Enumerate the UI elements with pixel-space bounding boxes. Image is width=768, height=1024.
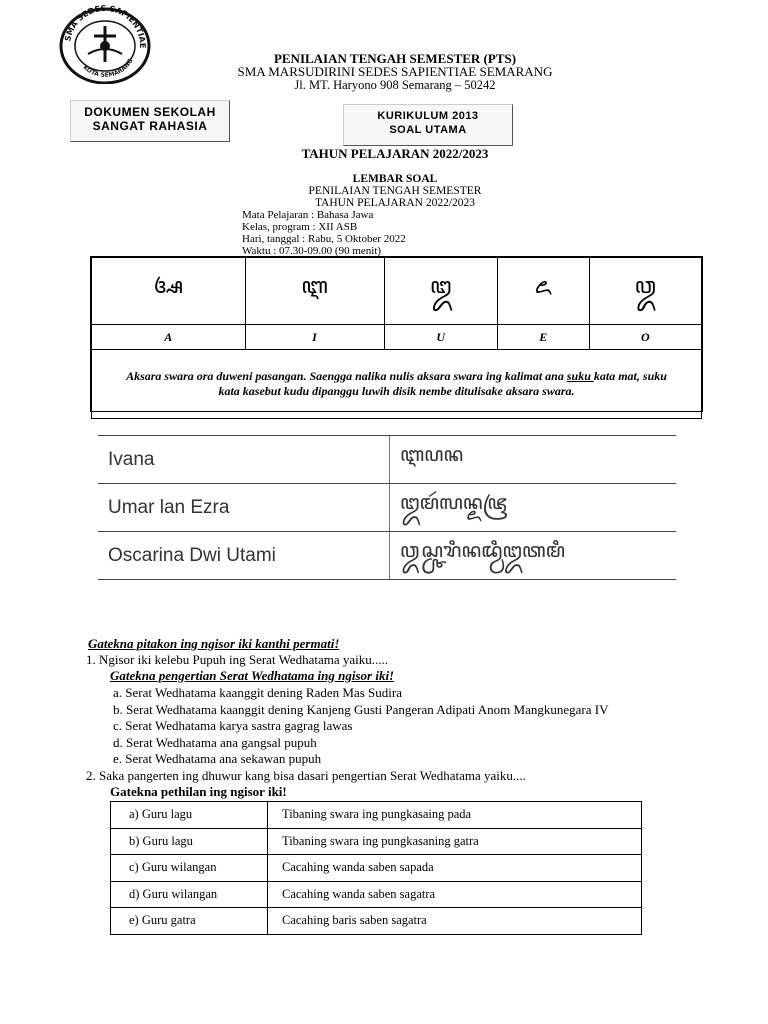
school-name: SMA MARSUDIRINI SEDES SAPIENTIAE SEMARANG [237, 64, 553, 79]
logo-text-bottom: KOTA SEMARANG [81, 57, 135, 79]
latin-letter: I [245, 325, 384, 350]
pethilan-table [110, 801, 642, 935]
definition-cell: Tibaning swara ing pungkasaning gatra [268, 828, 642, 855]
question-2-sub: Gatekna pethilan ing ngisor iki! [110, 784, 287, 799]
note-suku: suku [566, 369, 594, 383]
name-cell: Oscarina Dwi Utami [98, 532, 390, 580]
latin-letter: O [589, 325, 701, 350]
confidential-stamp [70, 100, 230, 142]
note-text: Aksara swara ora duweni pasangan. Saengga nalika nulis aksara swara ing kalimat ana [126, 369, 564, 383]
term-cell: a) Guru lagu [111, 802, 268, 829]
table-row [111, 802, 642, 829]
table-row [98, 436, 676, 484]
term-cell: d) Guru wilangan [111, 881, 268, 908]
option-c: c. Serat Wedhatama karya sastra gagrag lawas [113, 718, 353, 733]
option-a: a. Serat Wedhatama kaanggit dening Raden Mas Sudira [113, 685, 402, 700]
term-cell: e) Guru gatra [111, 908, 268, 935]
info-date: Hari, tanggal : Rabu, 5 Oktober 2022 [242, 233, 406, 245]
aksara-swara-table [90, 256, 703, 412]
javanese-cell: ꦎꦱ꧀ꦕꦫꦶꦤꦢ꧀ꦮꦶꦈꦠꦩꦶ [390, 532, 677, 580]
lembar-year: TAHUN PELAJARAN 2022/2023 [314, 197, 476, 209]
aksara-glyph: ꦆ [245, 258, 384, 325]
logo-text-top: SMA SEDES SAPIENTIAE [63, 4, 148, 49]
svg-text:KOTA SEMARANG [82, 57, 135, 78]
school-address: Jl. MT. Haryono 908 Semarang – 50242 [294, 78, 496, 92]
glyph-row [92, 258, 702, 325]
latin-letter: U [384, 325, 497, 350]
note-row [92, 350, 702, 419]
instruction: Gatekna pitakon ing ngisor iki kanthi permati! [88, 636, 340, 651]
aksara-note [92, 350, 702, 419]
definition-cell: Cacahing wanda saben sapada [268, 855, 642, 882]
stamp-line: DOKUMEN SEKOLAH [84, 105, 216, 119]
stamp-line: SOAL UTAMA [389, 124, 467, 136]
option-e: e. Serat Wedhatama ana sekawan pupuh [113, 751, 322, 766]
question-2: 2. Saka pangerten ing dhuwur kang bisa dasari pengertian Serat Wedhatama yaiku.... [86, 768, 526, 783]
latin-letter: A [92, 325, 246, 350]
info-subject: Mata Pelajaran : Bahasa Jawa [242, 209, 374, 221]
lembar-title: LEMBAR SOAL [352, 173, 438, 185]
javanese-cell: ꦆꦥꦤ [390, 436, 677, 484]
aksara-glyph: ꦈ [384, 258, 497, 325]
academic-year: TAHUN PELAJARAN 2022/2023 [301, 146, 489, 161]
stamp-line: KURIKULUM 2013 [377, 110, 479, 122]
option-d: d. Serat Wedhatama ana gangsal pupuh [113, 735, 317, 750]
definition-cell: Cacahing baris saben sagatra [268, 908, 642, 935]
names-transliteration-table [98, 435, 676, 578]
term-cell: b) Guru lagu [111, 828, 268, 855]
aksara-glyph: ꦌ [497, 258, 589, 325]
info-class: Kelas, program : XII ASB [242, 221, 358, 233]
name-cell: Ivana [98, 436, 390, 484]
info-time: Waktu : 07.30-09.00 (90 menit) [242, 245, 382, 257]
aksara-glyph: ꦎ [589, 258, 701, 325]
latin-row [92, 325, 702, 350]
table-row [98, 484, 676, 532]
javanese-cell: ꦈꦩꦂꦭꦤ꧀ꦌꦗꦿ [390, 484, 677, 532]
term-cell: c) Guru wilangan [111, 855, 268, 882]
question-1-sub: Gatekna pengertian Serat Wedhatama ing ngisor iki! [110, 668, 395, 683]
note-text: kata mat, suku kata kasebut kudu dipanggu luwih disik nembe ditulisake aksara swara. [218, 369, 667, 398]
definition-cell: Tibaning swara ing pungkasaing pada [268, 802, 642, 829]
table-row [111, 855, 642, 882]
exam-title: PENILAIAN TENGAH SEMESTER (PTS) [273, 51, 517, 66]
table-row [111, 881, 642, 908]
question-1: 1. Ngisor iki kelebu Pupuh ing Serat Wedhatama yaiku..... [86, 652, 388, 667]
stamp-line: SANGAT RAHASIA [92, 119, 208, 133]
school-logo [58, 4, 152, 84]
table-row [98, 532, 676, 580]
lembar-subtitle: PENILAIAN TENGAH SEMESTER [308, 185, 482, 197]
name-cell: Umar lan Ezra [98, 484, 390, 532]
option-b: b. Serat Wedhatama kaanggit dening Kanjeng Gusti Pangeran Adipati Anom Mangkunegara IV [113, 702, 609, 717]
table-row [111, 908, 642, 935]
curriculum-stamp [343, 104, 513, 146]
table-row [111, 828, 642, 855]
aksara-glyph: ꦄ [92, 258, 246, 325]
definition-cell: Cacahing wanda saben sagatra [268, 881, 642, 908]
latin-letter: E [497, 325, 589, 350]
